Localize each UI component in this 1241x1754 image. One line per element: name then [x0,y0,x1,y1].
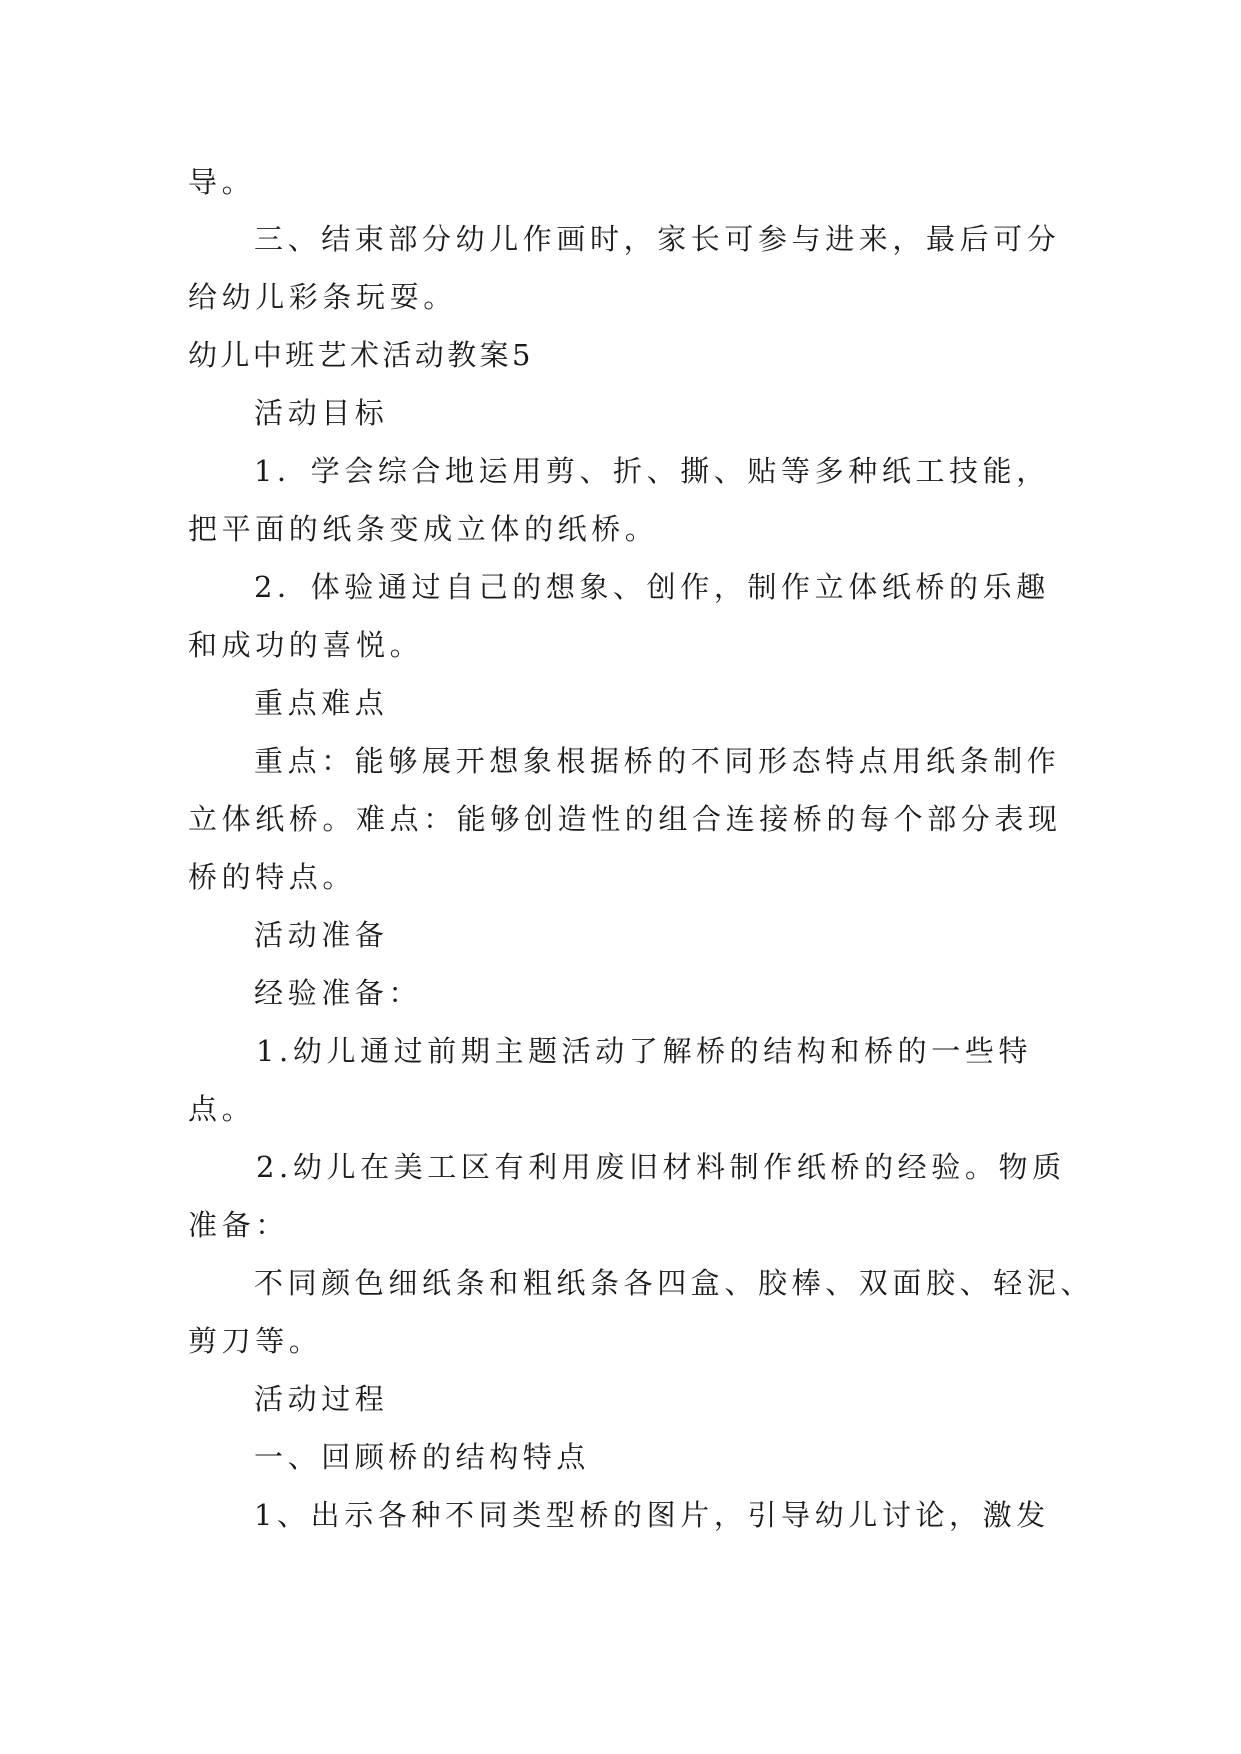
subheading: 重点难点 [254,686,389,720]
paragraph-line: 剪刀等。 [188,1324,323,1358]
paragraph-line: 三、结束部分幼儿作画时，家长可参与进来，最后可分 [254,222,1061,256]
paragraph-line: 立体纸桥。难点：能够创造性的组合连接桥的每个部分表现 [188,802,1062,836]
paragraph-line: 1．学会综合地运用剪、折、撕、贴等多种纸工技能， [254,454,1050,488]
subheading: 活动过程 [254,1382,389,1416]
paragraph-line: 1、出示各种不同类型桥的图片，引导幼儿讨论，激发 [254,1498,1050,1532]
paragraph-line: 2．体验通过自己的想象、创作，制作立体纸桥的乐趣 [254,570,1050,604]
paragraph-line: 不同颜色细纸条和粗纸条各四盒、胶棒、双面胶、轻泥、 [254,1266,1095,1300]
paragraph-line: 1.幼儿通过前期主题活动了解桥的结构和桥的一些特 [256,1034,1033,1068]
paragraph-line: 2.幼儿在美工区有利用废旧材料制作纸桥的经验。物质 [256,1150,1066,1184]
paragraph-line: 经验准备： [254,976,423,1010]
paragraph-line: 给幼儿彩条玩耍。 [188,280,457,314]
paragraph-line: 点。 [188,1092,256,1126]
subheading: 活动目标 [254,396,389,430]
paragraph-line: 一、回顾桥的结构特点 [254,1440,591,1474]
paragraph-line: 桥的特点。 [188,860,357,894]
section-heading: 幼儿中班艺术活动教案5 [188,338,534,372]
paragraph-line: 和成功的喜悦。 [188,628,424,662]
paragraph-line: 准备： [188,1208,289,1242]
subheading: 活动准备 [254,918,389,952]
paragraph-line: 导。 [188,165,256,199]
paragraph-line: 把平面的纸条变成立体的纸桥。 [188,512,659,546]
paragraph-line: 重点：能够展开想象根据桥的不同形态特点用纸条制作 [254,744,1061,778]
